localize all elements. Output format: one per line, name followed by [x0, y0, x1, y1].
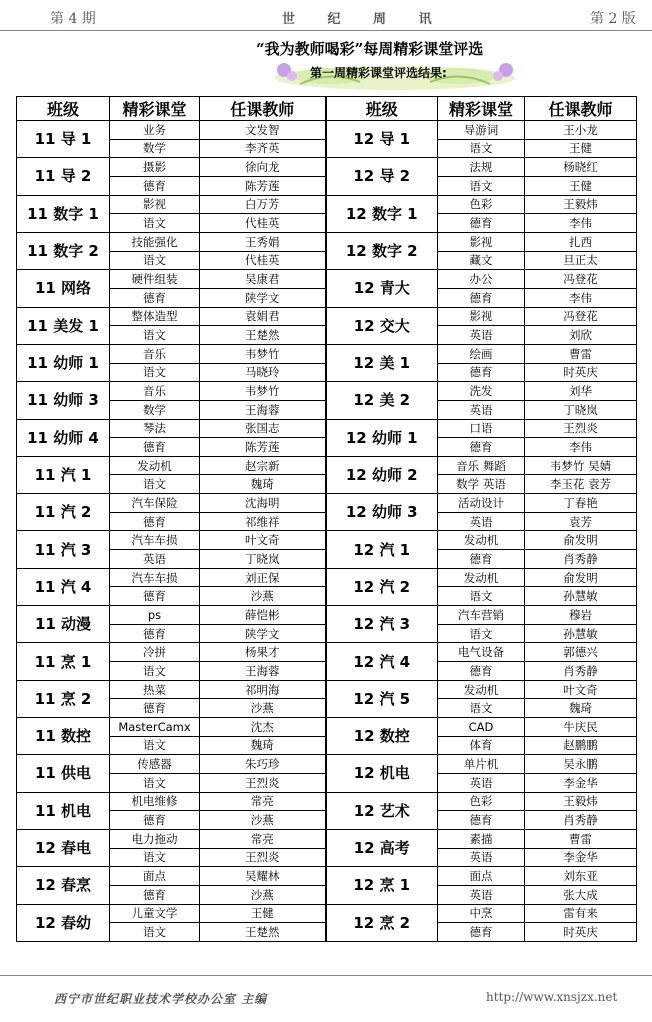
course-cell: 影视: [438, 307, 525, 326]
teacher-cell: 吴耀林: [200, 867, 326, 886]
class-name-cell: 11 动漫: [17, 606, 110, 643]
class-name-cell: 11 幼师 1: [17, 344, 110, 381]
header-rule: [0, 30, 652, 31]
course-cell: 发动机: [438, 680, 525, 699]
teacher-cell: 李金华: [525, 848, 637, 867]
banner-title: “我为教师喝彩”每周精彩课堂评选: [256, 40, 484, 58]
teacher-cell: 常亮: [200, 792, 326, 811]
course-cell: 技能强化: [110, 232, 200, 251]
course-cell: 语文: [110, 848, 200, 867]
class-name-cell: 12 高考: [326, 829, 438, 866]
teacher-cell: 丁晓岚: [200, 550, 326, 569]
teacher-cell: 魏琦: [200, 736, 326, 755]
teacher-cell: 魏琦: [200, 475, 326, 494]
class-name-cell: 12 汽 2: [326, 568, 438, 605]
course-cell: 德育: [438, 811, 525, 830]
class-name-cell: 11 幼师 3: [17, 382, 110, 419]
teacher-cell: 代桂英: [200, 214, 326, 233]
course-cell: 热菜: [110, 680, 200, 699]
footer-organization: 西宁市世纪职业技术学校办公室 主编: [54, 992, 268, 1006]
class-name-cell: 11 烹 2: [17, 680, 110, 717]
teacher-cell: 代桂英: [200, 251, 326, 270]
course-cell: 德育: [110, 288, 200, 307]
course-cell: 语文: [110, 363, 200, 382]
course-cell: 电气设备: [438, 643, 525, 662]
course-cell: 洗发: [438, 382, 525, 401]
teacher-cell: 叶文奇: [200, 531, 326, 550]
class-name-cell: 11 供电: [17, 755, 110, 792]
course-selection-table: [16, 96, 637, 942]
course-cell: 导游词: [438, 121, 525, 140]
course-cell: 语文: [110, 923, 200, 942]
teacher-cell: 吴永鹏: [525, 755, 637, 774]
teacher-cell: 陕学文: [200, 624, 326, 643]
class-name-cell: 11 数字 1: [17, 195, 110, 232]
course-cell: MasterCamx: [110, 718, 200, 737]
teacher-cell: 沙燕: [200, 885, 326, 904]
teacher-cell: 沈海明: [200, 494, 326, 513]
course-cell: 琴法: [110, 419, 200, 438]
table-row: [17, 531, 637, 550]
issue-number: 第 4 期: [50, 11, 96, 27]
teacher-cell: 韦梦竹: [200, 344, 326, 363]
course-cell: 传感器: [110, 755, 200, 774]
course-cell: 素描: [438, 829, 525, 848]
class-name-cell: 12 汽 1: [326, 531, 438, 568]
teacher-cell: 刘东亚: [525, 867, 637, 886]
teacher-cell: 张国志: [200, 419, 326, 438]
header-class: 班级: [326, 97, 438, 121]
class-name-cell: 11 幼师 4: [17, 419, 110, 456]
table-row: [17, 419, 637, 438]
header-teacher: 任课教师: [200, 97, 326, 121]
course-cell: 德育: [110, 699, 200, 718]
course-cell: 德育: [438, 550, 525, 569]
table-row: [17, 270, 637, 289]
class-name-cell: 12 导 1: [326, 121, 438, 158]
course-cell: 语文: [110, 475, 200, 494]
teacher-cell: 丁春艳: [525, 494, 637, 513]
course-cell: 语文: [110, 326, 200, 345]
teacher-cell: 袁娟君: [200, 307, 326, 326]
course-cell: 德育: [438, 923, 525, 942]
teacher-cell: 俞发明: [525, 568, 637, 587]
table-row: [17, 792, 637, 811]
course-cell: 冷拼: [110, 643, 200, 662]
course-cell: 发动机: [438, 531, 525, 550]
course-cell: 德育: [438, 288, 525, 307]
teacher-cell: 薛恺彬: [200, 606, 326, 625]
class-name-cell: 11 机电: [17, 792, 110, 829]
class-name-cell: 12 幼师 3: [326, 494, 438, 531]
teacher-cell: 孙慧敏: [525, 587, 637, 606]
teacher-cell: 牛庆民: [525, 718, 637, 737]
title-banner: [250, 36, 540, 90]
class-name-cell: 12 美 2: [326, 382, 438, 419]
teacher-cell: 李玉花 袁芳: [525, 475, 637, 494]
class-name-cell: 11 数字 2: [17, 232, 110, 269]
course-cell: 音乐: [110, 344, 200, 363]
course-cell: 硬件组装: [110, 270, 200, 289]
course-cell: 摄影: [110, 158, 200, 177]
class-name-cell: 12 烹 1: [326, 867, 438, 904]
teacher-cell: 王秀娟: [200, 232, 326, 251]
course-cell: 面点: [110, 867, 200, 886]
teacher-cell: 冯登花: [525, 307, 637, 326]
course-cell: 英语: [438, 848, 525, 867]
course-cell: 音乐: [110, 382, 200, 401]
teacher-cell: 王健: [200, 904, 326, 923]
course-cell: 整体造型: [110, 307, 200, 326]
teacher-cell: 穆岩: [525, 606, 637, 625]
teacher-cell: 白万芳: [200, 195, 326, 214]
course-cell: 面点: [438, 867, 525, 886]
teacher-cell: 王海蓉: [200, 662, 326, 681]
table-row: [17, 680, 637, 699]
teacher-cell: 李齐英: [200, 139, 326, 158]
course-cell: 发动机: [110, 456, 200, 475]
course-cell: 单片机: [438, 755, 525, 774]
course-cell: 德育: [438, 363, 525, 382]
class-name-cell: 11 汽 4: [17, 568, 110, 605]
course-cell: 汽车车损: [110, 568, 200, 587]
course-cell: 发动机: [438, 568, 525, 587]
course-cell: 语文: [110, 773, 200, 792]
teacher-cell: 杨果才: [200, 643, 326, 662]
class-name-cell: 12 艺术: [326, 792, 438, 829]
teacher-cell: 俞发明: [525, 531, 637, 550]
class-name-cell: 12 汽 5: [326, 680, 438, 717]
teacher-cell: 沙燕: [200, 587, 326, 606]
class-name-cell: 11 数控: [17, 718, 110, 755]
teacher-cell: 袁芳: [525, 512, 637, 531]
table-row: [17, 158, 637, 177]
teacher-cell: 时英庆: [525, 923, 637, 942]
banner-subtitle: 第一周精彩课堂评选结果:: [310, 66, 447, 80]
teacher-cell: 马晓玲: [200, 363, 326, 382]
class-name-cell: 12 导 2: [326, 158, 438, 195]
class-name-cell: 12 烹 2: [326, 904, 438, 941]
teacher-cell: 赵宗新: [200, 456, 326, 475]
course-cell: 德育: [438, 214, 525, 233]
course-cell: 办公: [438, 270, 525, 289]
teacher-cell: 沙燕: [200, 699, 326, 718]
course-cell: 德育: [110, 811, 200, 830]
teacher-cell: 李伟: [525, 438, 637, 457]
teacher-cell: 旦正太: [525, 251, 637, 270]
teacher-cell: 朱巧珍: [200, 755, 326, 774]
course-cell: 英语: [438, 885, 525, 904]
table-row: [17, 829, 637, 848]
table-row: [17, 755, 637, 774]
course-cell: 英语: [438, 326, 525, 345]
teacher-cell: 刘欣: [525, 326, 637, 345]
course-cell: 儿童文学: [110, 904, 200, 923]
teacher-cell: 祁维祥: [200, 512, 326, 531]
class-name-cell: 11 汽 1: [17, 456, 110, 493]
class-name-cell: 12 机电: [326, 755, 438, 792]
class-name-cell: 11 美发 1: [17, 307, 110, 344]
teacher-cell: 王健: [525, 139, 637, 158]
course-cell: 藏文: [438, 251, 525, 270]
class-name-cell: 12 汽 3: [326, 606, 438, 643]
teacher-cell: 韦梦竹: [200, 382, 326, 401]
course-cell: 音乐 舞蹈: [438, 456, 525, 475]
course-cell: 数学: [110, 139, 200, 158]
course-cell: 数学 英语: [438, 475, 525, 494]
table-row: [17, 307, 637, 326]
course-cell: 语文: [438, 139, 525, 158]
course-cell: 汽车保险: [110, 494, 200, 513]
header-corner-mark: [0, 30, 14, 43]
class-name-cell: 12 春烹: [17, 867, 110, 904]
teacher-cell: 肖秀静: [525, 550, 637, 569]
table-row: [17, 718, 637, 737]
page-number: 第 2 版: [590, 11, 636, 27]
teacher-cell: 王毅炜: [525, 792, 637, 811]
course-cell: 汽车车损: [110, 531, 200, 550]
teacher-cell: 徐向龙: [200, 158, 326, 177]
teacher-cell: 王毅炜: [525, 195, 637, 214]
teacher-cell: 刘华: [525, 382, 637, 401]
class-name-cell: 12 幼师 2: [326, 456, 438, 493]
course-cell: 语文: [438, 176, 525, 195]
table-row: [17, 606, 637, 625]
course-cell: 语文: [438, 587, 525, 606]
course-cell: 影视: [438, 232, 525, 251]
course-cell: 体育: [438, 736, 525, 755]
table-row: [17, 568, 637, 587]
course-cell: 德育: [438, 438, 525, 457]
course-cell: 语文: [110, 251, 200, 270]
course-cell: 活动设计: [438, 494, 525, 513]
teacher-cell: 韦梦竹 吴婧: [525, 456, 637, 475]
course-cell: 中烹: [438, 904, 525, 923]
teacher-cell: 曹雷: [525, 829, 637, 848]
course-cell: 英语: [438, 400, 525, 419]
table-row: [17, 494, 637, 513]
course-cell: 德育: [110, 512, 200, 531]
course-cell: 德育: [110, 587, 200, 606]
teacher-cell: 常亮: [200, 829, 326, 848]
course-cell: 口语: [438, 419, 525, 438]
teacher-cell: 王烈炎: [200, 773, 326, 792]
class-name-cell: 12 春电: [17, 829, 110, 866]
teacher-cell: 王小龙: [525, 121, 637, 140]
teacher-cell: 陕学文: [200, 288, 326, 307]
course-cell: 语文: [110, 214, 200, 233]
header-course: 精彩课堂: [110, 97, 200, 121]
class-name-cell: 11 烹 1: [17, 643, 110, 680]
course-cell: 电力拖动: [110, 829, 200, 848]
teacher-cell: 肖秀静: [525, 811, 637, 830]
teacher-cell: 刘正保: [200, 568, 326, 587]
class-name-cell: 11 导 1: [17, 121, 110, 158]
teacher-cell: 李金华: [525, 773, 637, 792]
teacher-cell: 雷有来: [525, 904, 637, 923]
course-cell: 业务: [110, 121, 200, 140]
course-cell: 英语: [110, 550, 200, 569]
class-name-cell: 12 青大: [326, 270, 438, 307]
teacher-cell: 郭德兴: [525, 643, 637, 662]
class-name-cell: 11 网络: [17, 270, 110, 307]
table-row: [17, 195, 637, 214]
teacher-cell: 杨晓红: [525, 158, 637, 177]
teacher-cell: 曹雷: [525, 344, 637, 363]
class-name-cell: 11 导 2: [17, 158, 110, 195]
table-row: [17, 382, 637, 401]
teacher-cell: 陈芳莲: [200, 176, 326, 195]
class-name-cell: 12 交大: [326, 307, 438, 344]
teacher-cell: 张大成: [525, 885, 637, 904]
table-row: [17, 456, 637, 475]
teacher-cell: 王海蓉: [200, 400, 326, 419]
class-name-cell: 12 汽 4: [326, 643, 438, 680]
course-cell: 法规: [438, 158, 525, 177]
table-row: [17, 904, 637, 923]
teacher-cell: 赵鹏鹏: [525, 736, 637, 755]
teacher-cell: 王烈炎: [200, 848, 326, 867]
teacher-cell: 文发智: [200, 121, 326, 140]
course-cell: 语文: [110, 662, 200, 681]
course-cell: 语文: [438, 699, 525, 718]
course-cell: 影视: [110, 195, 200, 214]
teacher-cell: 祁明海: [200, 680, 326, 699]
table-row: [17, 344, 637, 363]
teacher-cell: 王楚然: [200, 923, 326, 942]
teacher-cell: 叶文奇: [525, 680, 637, 699]
course-cell: 英语: [438, 773, 525, 792]
teacher-cell: 王楚然: [200, 326, 326, 345]
table-row: [17, 121, 637, 140]
footer-website: http://www.xnsjzx.net: [486, 990, 618, 1004]
table-row: [17, 643, 637, 662]
course-cell: CAD: [438, 718, 525, 737]
course-cell: 汽车营销: [438, 606, 525, 625]
course-cell: 绘画: [438, 344, 525, 363]
class-name-cell: 12 数字 2: [326, 232, 438, 269]
course-cell: 德育: [110, 176, 200, 195]
teacher-cell: 王健: [525, 176, 637, 195]
course-cell: 数学: [110, 400, 200, 419]
teacher-cell: 沙燕: [200, 811, 326, 830]
class-name-cell: 12 幼师 1: [326, 419, 438, 456]
course-cell: 德育: [110, 438, 200, 457]
teacher-cell: 扎西: [525, 232, 637, 251]
course-cell: 机电维修: [110, 792, 200, 811]
header-teacher: 任课教师: [525, 97, 637, 121]
teacher-cell: 李伟: [525, 288, 637, 307]
teacher-cell: 沈杰: [200, 718, 326, 737]
course-cell: 语文: [438, 624, 525, 643]
teacher-cell: 冯登花: [525, 270, 637, 289]
newsletter-name: 世 纪 周 讯: [282, 12, 446, 27]
teacher-cell: 肖秀静: [525, 662, 637, 681]
course-cell: 色彩: [438, 195, 525, 214]
table-row: [17, 232, 637, 251]
course-cell: 德育: [110, 885, 200, 904]
teacher-cell: 李伟: [525, 214, 637, 233]
table-body: [17, 121, 637, 942]
header-class: 班级: [17, 97, 110, 121]
teacher-cell: 孙慧敏: [525, 624, 637, 643]
course-cell: 色彩: [438, 792, 525, 811]
class-name-cell: 11 汽 2: [17, 494, 110, 531]
footer-rule: [0, 975, 652, 976]
course-cell: 英语: [438, 512, 525, 531]
class-name-cell: 12 数字 1: [326, 195, 438, 232]
course-cell: 语文: [110, 736, 200, 755]
class-name-cell: 12 数控: [326, 718, 438, 755]
table-row: [17, 867, 637, 886]
table-header-row: [17, 97, 637, 121]
teacher-cell: 吴康君: [200, 270, 326, 289]
class-name-cell: 11 汽 3: [17, 531, 110, 568]
teacher-cell: 王烈炎: [525, 419, 637, 438]
course-cell: 德育: [438, 662, 525, 681]
course-cell: ps: [110, 606, 200, 625]
class-name-cell: 12 美 1: [326, 344, 438, 381]
header-course: 精彩课堂: [438, 97, 525, 121]
page-header: [0, 0, 652, 32]
class-name-cell: 12 春幼: [17, 904, 110, 941]
course-cell: 德育: [110, 624, 200, 643]
teacher-cell: 魏琦: [525, 699, 637, 718]
teacher-cell: 时英庆: [525, 363, 637, 382]
teacher-cell: 陈芳莲: [200, 438, 326, 457]
teacher-cell: 丁晓岚: [525, 400, 637, 419]
